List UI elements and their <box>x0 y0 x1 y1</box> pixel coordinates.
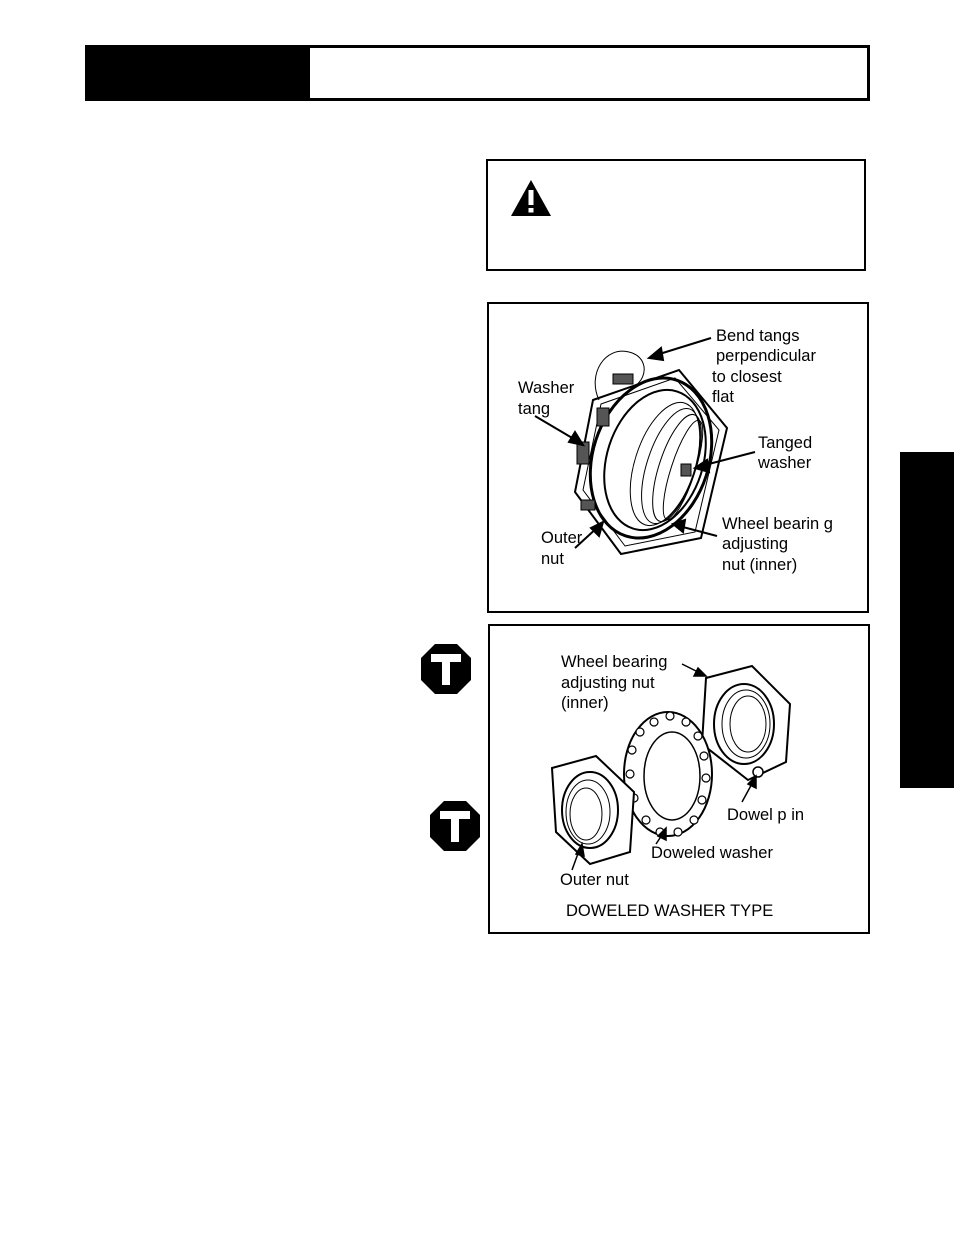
label-washer-tang-2: tang <box>518 400 551 418</box>
label-doweled-washer: Doweled washer <box>651 844 773 862</box>
label-wheel-bearing-nut-1: Wheel bearin g <box>722 515 833 533</box>
torque-t-icon <box>420 643 472 695</box>
label-bend-tangs-3: to closest <box>712 368 782 386</box>
section-header-black-block <box>88 48 310 98</box>
section-thumb-tab <box>900 452 954 788</box>
warning-box <box>486 159 866 271</box>
warning-triangle-icon <box>510 179 552 217</box>
section-header-bar <box>85 45 870 101</box>
label-outer-nut-2: nut <box>541 550 564 568</box>
dowel-pin-shape <box>753 767 763 777</box>
figure-doweled-washer <box>488 624 870 934</box>
label-wheel-bearing-nut-2: adjusting <box>722 535 789 553</box>
label-outer-nut-1: Outer <box>541 529 583 547</box>
label-wheel-bearing-nut-1: Wheel bearing <box>561 653 668 671</box>
label-dowel-pin: Dowel p in <box>727 806 805 824</box>
label-wheel-bearing-nut-2: adjusting nut <box>561 674 655 692</box>
label-wheel-bearing-nut-3: nut (inner) <box>722 556 798 574</box>
label-tanged-washer-1: Tanged <box>758 434 813 452</box>
doweled-washer-illustration <box>490 626 868 932</box>
label-bend-tangs-1: Bend tangs <box>716 327 800 345</box>
label-bend-tangs-4: flat <box>712 388 735 406</box>
label-washer-tang-1: Washer <box>518 379 575 397</box>
figure-caption: DOWELED WASHER TYPE <box>566 902 774 920</box>
label-tanged-washer-2: washer <box>758 454 812 472</box>
figure-tanged-washer <box>487 302 869 613</box>
label-outer-nut: Outer nut <box>560 871 629 889</box>
label-bend-tangs-2: perpendicular <box>716 347 816 365</box>
torque-t-icon <box>429 800 481 852</box>
label-wheel-bearing-nut-3: (inner) <box>561 694 609 712</box>
tanged-washer-illustration <box>489 304 867 611</box>
